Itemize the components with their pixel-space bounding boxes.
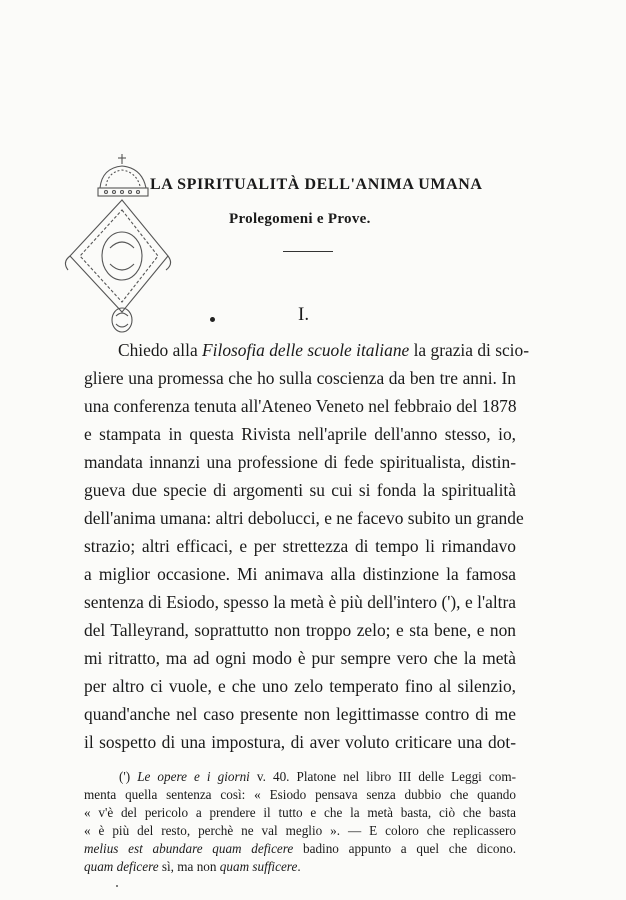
body-line: [118, 339, 529, 361]
latin-quote: melius est abundare quam deficere: [84, 841, 294, 856]
footnote-line: « è più del resto, perchè ne val meglio ». — E coloro che replicassero: [84, 823, 516, 838]
body-line: per altro ci vuole, e che uno zelo temperato fino al silenzio,: [84, 676, 516, 696]
title-rule: [283, 251, 333, 252]
body-line: del Talleyrand, soprattutto non troppo zelo; e sta bene, e non: [84, 620, 516, 640]
body-line: gliere una promessa che ho sulla coscienza da ben tre anni. In: [84, 368, 516, 388]
body-line: dell'anima umana: altri debolucci, e ne facevo subito un grande: [84, 508, 524, 528]
footnote-line: [84, 840, 516, 858]
body-text: la grazia di scio-: [409, 340, 529, 360]
footnote-marker: ('): [119, 769, 138, 784]
body-line: mi ritratto, ma ad ogni modo è pur sempre vero che la metà: [84, 648, 516, 668]
body-text: Chiedo alla: [118, 340, 203, 360]
body-line: gueva due specie di argomenti su cui si fonda la spiritualità: [84, 480, 516, 500]
footnote-line: « v'è del pericolo a prendere il tutto e che la metà basta, ciò che basta: [84, 805, 516, 820]
journal-title: Filosofia delle scuole italiane: [202, 340, 410, 360]
body-line: a miglior occasione. Mi animava alla distinzione la famosa: [84, 564, 516, 584]
body-line: una conferenza tenuta all'Ateneo Veneto nel febbraio del 1878: [84, 396, 517, 416]
body-line: strazio; altri efficaci, e per strettezza di tempo li rimandavo: [84, 536, 516, 556]
body-line: e stampata in questa Rivista nell'aprile dell'anno stesso, io,: [84, 424, 516, 444]
body-line: sentenza di Esiodo, spesso la metà è più dell'intero ('), e l'altra: [84, 592, 516, 612]
article-title: LA SPIRITUALITÀ DELL'ANIMA UMANA: [150, 176, 483, 193]
body-line: quand'anche nel caso presente non legittimasse contro di me: [84, 704, 516, 724]
work-title: Le opere e i giorni: [137, 769, 250, 784]
footnote-text: sì, ma non: [158, 859, 220, 874]
footnote-text: .: [297, 859, 301, 874]
section-number: I.: [298, 304, 310, 325]
footnote-text: badino appunto a quel che dicono.: [293, 841, 516, 856]
paper-speck: [116, 885, 118, 887]
latin-quote: quam deficere: [84, 859, 159, 874]
footnote-line: [119, 768, 516, 786]
footnote-text: v. 40. Platone nel libro III delle Leggi com-: [249, 769, 516, 784]
footnote-line: [84, 858, 301, 876]
body-line: mandata innanzi una professione di fede spiritualista, distin-: [84, 452, 516, 472]
footnote-line: menta quella sentenza così: « Esiodo pensava senza dubbio che quando: [84, 787, 516, 802]
article-subtitle: Prolegomeni e Prove.: [229, 211, 371, 227]
ink-dot: [210, 317, 215, 322]
body-line: il sospetto di una impostura, di aver voluto criticare una dot-: [84, 732, 516, 752]
latin-quote: quam sufficere: [219, 859, 298, 874]
